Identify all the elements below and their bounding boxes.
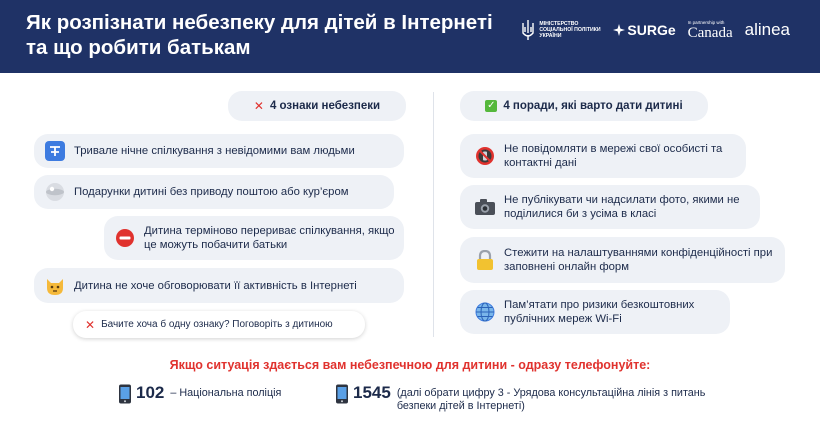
red-cross-icon: ✕ xyxy=(253,99,264,113)
hotline-desc: (далі обрати цифру 3 - Урядова консультаційна лінія з питань безпеки дітей в Інтернеті) xyxy=(396,387,706,412)
danger-sign-text-2: Подарунки дитині без приводу поштою або кур’єром xyxy=(74,186,349,198)
phone-hotline xyxy=(335,383,717,413)
ministry-logo-text: МІНІСТЕРСТВО СОЦІАЛЬНОЇ ПОЛІТИКИ УКРАЇНИ xyxy=(539,21,601,39)
surge-star-icon xyxy=(613,24,625,36)
mobile-phone-icon xyxy=(335,384,349,404)
ministry-logo xyxy=(521,19,601,41)
advice-item-4 xyxy=(460,290,730,334)
globe-icon xyxy=(474,301,496,323)
call-alert: Якщо ситуація здається вам небезпечною для дитини - одразу телефонуйте: xyxy=(169,358,651,372)
police-desc: – Національна поліція xyxy=(170,387,282,399)
advice-text-3: Стежити на налаштуваннями конфіденційності при заповнені онлайн форм xyxy=(504,247,773,273)
column-divider xyxy=(433,92,434,337)
silent-cat-icon xyxy=(44,275,66,297)
advice-heading xyxy=(460,91,708,121)
danger-sign-text-1: Тривале нічне спілкування з невідомими вам людьми xyxy=(74,145,355,157)
danger-sign-text-3: Дитина терміново перериває спілкування, якщо це можуть побачити батьки xyxy=(144,225,395,251)
advice-heading-text: 4 поради, які варто дати дитині xyxy=(503,100,683,112)
advice-text-4: Пам’ятати про ризики безкоштовних публічних мереж Wi-Fi xyxy=(504,299,695,325)
advice-text-2: Не публікувати чи надсилати фото, якими не поділилися би з усіма в класі xyxy=(504,194,740,220)
danger-sign-item-4 xyxy=(34,268,404,303)
hotline-number: 1545 xyxy=(353,383,391,402)
danger-sign-item-2 xyxy=(34,175,394,209)
gift-ball-icon xyxy=(44,181,66,203)
danger-signs-heading xyxy=(228,91,406,121)
lock-icon xyxy=(474,249,496,271)
no-entry-icon xyxy=(114,227,136,249)
header-banner xyxy=(0,0,820,73)
advice-text-1: Не повідомляти в мережі свої особисті та контактні дані xyxy=(504,143,723,169)
advice-item-3 xyxy=(460,237,785,283)
talk-to-child-note xyxy=(73,311,365,338)
danger-signs-heading-text: 4 ознаки небезпеки xyxy=(269,100,381,112)
surge-logo-text: SURGe xyxy=(627,22,676,38)
red-cross-icon: ✕ xyxy=(85,317,96,332)
partner-logos xyxy=(521,14,790,46)
advice-item-1 xyxy=(460,134,746,178)
page-title: Як розпізнати небезпеку для дітей в Інтернеті та що робити батькам xyxy=(26,11,493,59)
advice-item-2 xyxy=(460,185,760,229)
danger-sign-item-1 xyxy=(34,134,404,168)
green-check-icon: ✓ xyxy=(487,100,496,111)
moon-chat-icon xyxy=(44,140,66,162)
trident-icon xyxy=(521,19,535,41)
alinea-logo: alinea xyxy=(744,20,790,39)
danger-sign-item-3 xyxy=(104,216,404,260)
danger-sign-text-4: Дитина не хоче обговорювати її активність в Інтернеті xyxy=(74,279,357,292)
camera-icon xyxy=(474,196,496,218)
canada-logo-text: Canada xyxy=(687,24,733,41)
phone-police xyxy=(118,383,281,404)
no-phone-icon xyxy=(474,145,496,167)
canada-logo-caption: In partnership with xyxy=(687,19,725,25)
police-number: 102 xyxy=(136,383,165,402)
talk-to-child-text: Бачите хоча б одну ознаку? Поговоріть з дитиною xyxy=(101,319,333,330)
canada-logo xyxy=(688,20,733,41)
mobile-phone-icon xyxy=(118,384,132,404)
surge-logo xyxy=(613,22,675,38)
